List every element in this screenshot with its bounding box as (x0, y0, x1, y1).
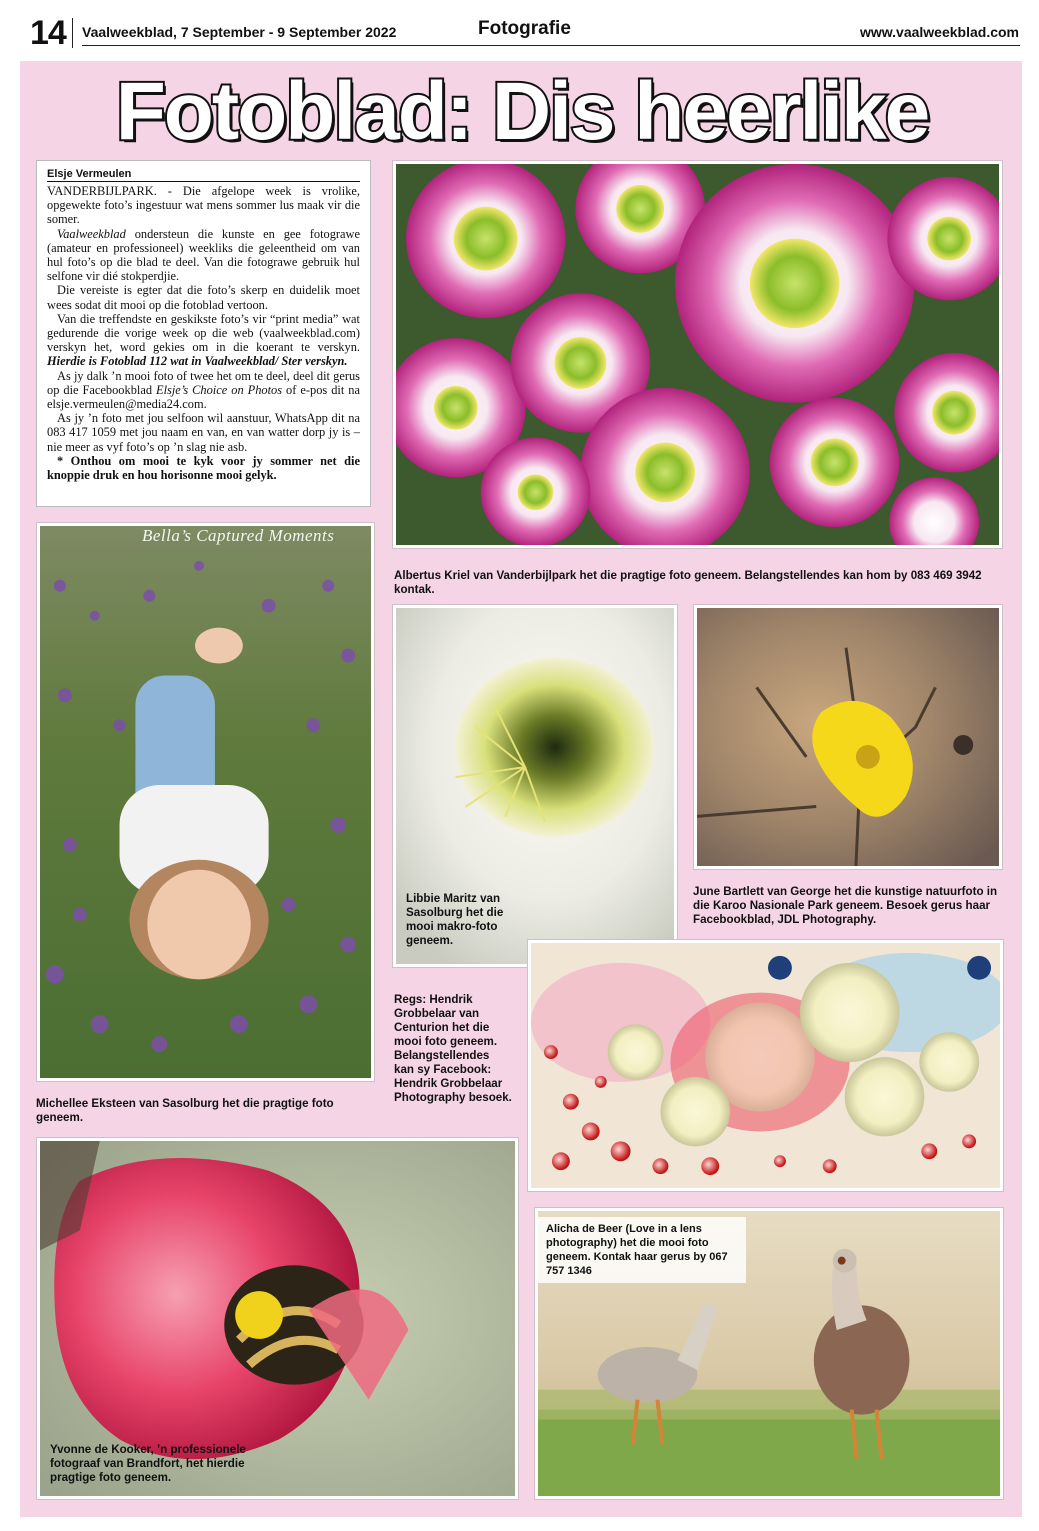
article-paragraph (47, 227, 360, 284)
caption-yellow-flower: June Bartlett van George het die kunstige natuurfoto in die Karoo Nasionale Park geneem. Besoek gerus haar Facebookblad, JDL Photography. (693, 885, 998, 926)
intro-article (36, 160, 371, 507)
article-paragraph: Die vereiste is egter dat die foto’s skerp en duidelik moet wees sodat dit mooi op die fotoblad vertoon. (47, 283, 360, 312)
caption-cactus-flower: Libbie Maritz van Sasolburg het die mooi makro-foto geneem. (406, 892, 504, 947)
publication-name: Vaalweekblad (57, 226, 126, 241)
photo-yellow-flower (693, 604, 1003, 870)
article-text: Van die treffendste en geskikste foto’s vir “print media” wat gedurende die vorige week op die web (vaalweekblad.com) verskyn het, word gekies om in die koerant te verskyn. (47, 311, 360, 355)
article-paragraph (47, 369, 360, 412)
article-paragraph (47, 312, 360, 369)
section-title: Fotografie (478, 18, 571, 39)
caption-pink-daisies: Albertus Kriel van Vanderbijlpark het die pragtige foto geneem. Belangstellendes kan hom by 083 469 3942 kontak. (394, 569, 982, 596)
byline: Elsje Vermeulen (47, 168, 360, 182)
pink-daisies-image (396, 164, 999, 545)
photo-watermark: Bella’s Captured Moments (142, 526, 335, 545)
facebook-page-name: Elsje’s Choice on Photos (156, 382, 283, 397)
article-text: As jy dalk ’n mooi foto of twee het om te deel, deel dit gerus op die Facebookblad (47, 368, 360, 397)
website-link[interactable]: www.vaalweekblad.com (860, 24, 1019, 40)
page-number: 14 (30, 14, 66, 52)
caption-bee-in-flower: Yvonne de Kooker, ’n professionele fotograaf van Brandfort, het hierdie pragtige foto geneem. (50, 1443, 246, 1484)
caption-egyptian-geese: Alicha de Beer (Love in a lens photography) het die mooi foto geneem. Kontak haar gerus by 067 757 1346 (538, 1217, 746, 1283)
publication-date: Vaalweekblad, 7 September - 9 September 2022 (82, 24, 397, 40)
article-paragraph: As jy ’n foto met jou selfoon wil aanstuur, WhatsApp dit na 083 417 1059 met jou naam en van, en van watter dorp jy is – nie meer as vyf foto’s op ’n slag nie asb. (47, 411, 360, 454)
article-text: of e-pos dit na elsje.vermeulen@media24.com. (47, 382, 360, 412)
header-divider (72, 18, 73, 48)
article-text: ondersteun die kunste en gee fotograwe (amateur en professioneel) weekliks die geleentheid om van hul foto’s op die blad te deel. Van die fotograwe gebruik hul selfone vir dié stokperdjie. (47, 226, 360, 284)
photo-colour-bubbles (527, 939, 1004, 1192)
yellow-flower-image (697, 608, 999, 866)
fotoblad-note: Hierdie is Fotoblad 112 wat in Vaalweekblad/ Ster verskyn. (47, 354, 348, 369)
article-paragraph (47, 454, 360, 482)
header-rule (82, 45, 1020, 46)
page-headline: Fotoblad: Dis heerlike (115, 66, 929, 157)
article-body (47, 184, 360, 482)
reminder-note: * Onthou om mooi te kyk voor jy sommer net die knoppie druk en hou horisonne mooi gelyk. (47, 453, 360, 483)
caption-girl-in-flowers: Michellee Eksteen van Sasolburg het die pragtige foto geneem. (36, 1097, 334, 1124)
photo-pink-daisies (392, 160, 1003, 549)
girl-in-flowers-image (40, 526, 371, 1078)
article-paragraph: VANDERBIJLPARK. - Die afgelope week is vrolike, opgewekte foto’s ingestuur wat mens sommer lus maak vir die somer. (47, 184, 360, 227)
page-header (0, 0, 1039, 56)
photo-girl-in-flowers (36, 522, 375, 1082)
caption-colour-bubbles: Regs: Hendrik Grobbelaar van Centurion het die mooi foto geneem. Belangstellendes kan sy Facebook: Hendrik Grobbelaar Photography besoek. (394, 993, 512, 1104)
colour-bubbles-image (531, 943, 1000, 1188)
